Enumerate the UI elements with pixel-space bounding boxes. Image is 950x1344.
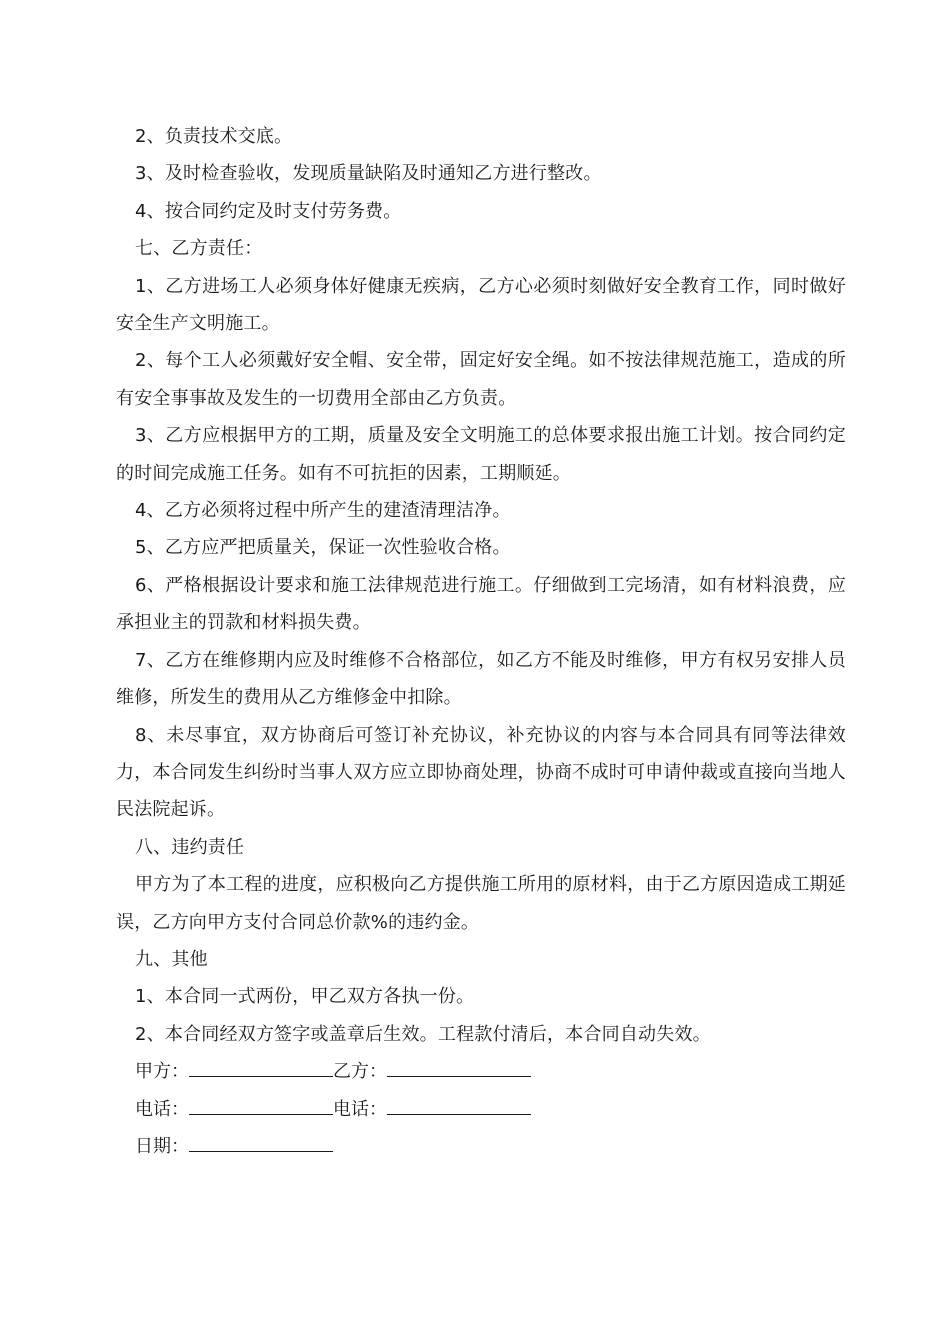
- paragraph-party-b-duty-5: 5、乙方应严把质量关，保证一次性验收合格。: [135, 537, 511, 559]
- paragraph-other-1: 1、本合同一式两份，甲乙双方各执一份。: [135, 986, 475, 1008]
- paragraph-party-a-duty-3: 3、及时检查验收，发现质量缺陷及时通知乙方进行整改。: [135, 163, 602, 185]
- phone-b-label: 电话：: [333, 1098, 387, 1120]
- paragraph-other-2: 2、本合同经双方签字或盖章后生效。工程款付清后，本合同自动失效。: [135, 1023, 711, 1045]
- section-heading-breach: 八、违约责任: [135, 836, 245, 858]
- party-b-label: 乙方：: [333, 1061, 387, 1083]
- section-heading-other: 九、其他: [135, 948, 208, 970]
- paragraph-party-b-duty-7: 7、乙方在维修期内应及时维修不合格部位，如乙方不能及时维修，甲方有权另安排人员维修，所发生的费用从乙方维修金中扣除。: [116, 649, 846, 709]
- paragraph-party-b-duty-6: 6、严格根据设计要求和施工法律规范进行施工。仔细做到工完场清，如有材料浪费，应承担业主的罚款和材料损失费。: [116, 574, 846, 634]
- paragraph-party-b-duty-2: 2、每个工人必须戴好安全帽、安全带，固定好安全绳。如不按法律规范施工，造成的所有安全事事故及发生的一切费用全部由乙方负责。: [116, 350, 846, 409]
- phone-a-blank[interactable]: [189, 1094, 333, 1115]
- signature-row-date: [116, 1128, 846, 1165]
- party-a-label: 甲方：: [135, 1061, 189, 1083]
- document-page: [116, 118, 846, 1165]
- date-blank[interactable]: [189, 1131, 333, 1152]
- paragraph-party-b-duty-8: 8、未尽事宜，双方协商后可签订补充协议，补充协议的内容与本合同具有同等法律效力，本合同发生纠纷时当事人双方应立即协商处理，协商不成时可申请仲裁或直接向当地人民法院起诉。: [116, 724, 846, 821]
- paragraph-party-b-duty-3: 3、乙方应根据甲方的工期，质量及安全文明施工的总体要求报出施工计划。按合同约定的时间完成施工任务。如有不可抗拒的因素，工期顺延。: [116, 425, 846, 484]
- section-heading-party-b-duties: 七、乙方责任：: [135, 238, 263, 260]
- signature-row-parties: [116, 1053, 846, 1090]
- party-a-signature-blank[interactable]: [189, 1056, 333, 1077]
- phone-a-label: 电话：: [135, 1098, 189, 1120]
- paragraph-party-b-duty-4: 4、乙方必须将过程中所产生的建渣清理洁净。: [135, 500, 511, 522]
- paragraph-party-a-duty-4: 4、按合同约定及时支付劳务费。: [135, 200, 402, 222]
- phone-b-blank[interactable]: [387, 1094, 531, 1115]
- paragraph-party-a-duty-2: 2、负责技术交底。: [135, 126, 293, 147]
- paragraph-party-b-duty-1: 1、乙方进场工人必须身体好健康无疾病，乙方心必须时刻做好安全教育工作，同时做好安全生产文明施工。: [116, 275, 846, 335]
- date-label: 日期：: [135, 1135, 189, 1157]
- signature-row-phones: [116, 1091, 846, 1128]
- paragraph-breach: 甲方为了本工程的进度，应积极向乙方提供施工所用的原材料，由于乙方原因造成工期延误，乙方向甲方支付合同总价款%的违约金。: [116, 874, 846, 933]
- party-b-signature-blank[interactable]: [387, 1056, 531, 1077]
